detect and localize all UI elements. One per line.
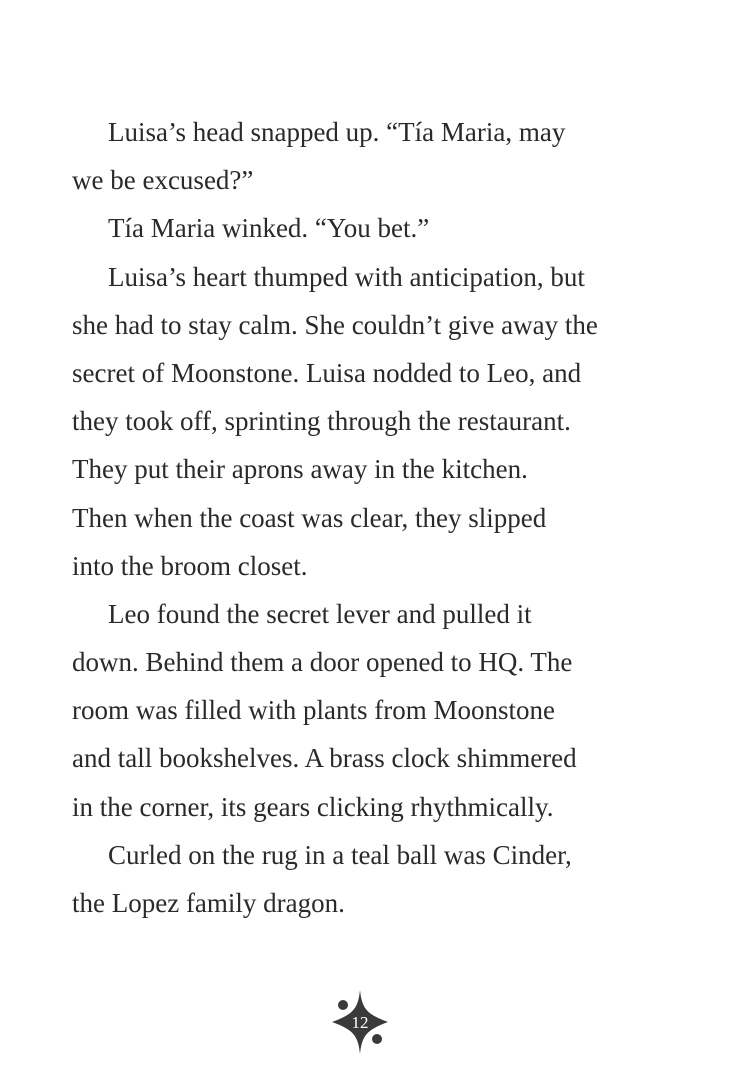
paragraph-line: into the broom closet. [72, 550, 308, 581]
paragraph-line: they took off, sprinting through the restaurant. [72, 406, 571, 437]
paragraph-line: and tall bookshelves. A brass clock shimmered [72, 743, 577, 774]
paragraph-line: Curled on the rug in a teal ball was Cinder, [108, 839, 572, 870]
paragraph-line: Leo found the secret lever and pulled it [108, 598, 532, 629]
paragraph-line: Luisa’s heart thumped with anticipation, but [108, 261, 585, 292]
paragraph-line: the Lopez family dragon. [72, 888, 345, 918]
paragraph-line: secret of Moonstone. Luisa nodded to Leo, and [72, 357, 582, 388]
paragraph-line: in the corner, its gears clicking rhythmically. [72, 791, 554, 822]
paragraph-line: They put their aprons away in the kitchen. [72, 454, 528, 485]
paragraph-line: she had to stay calm. She couldn’t give away the [72, 309, 598, 340]
paragraph-line: Tía Maria winked. “You bet.” [108, 213, 430, 244]
page-number: 12 [351, 1013, 369, 1032]
paragraph-line: we be excused?” [72, 165, 254, 196]
paragraph-line: Then when the coast was clear, they slipped [72, 502, 547, 533]
paragraph-line: Luisa’s head snapped up. “Tía Maria, may [108, 117, 566, 147]
paragraph-line: down. Behind them a door opened to HQ. The [72, 647, 573, 678]
paragraph-line: room was filled with plants from Moonstone [72, 695, 555, 726]
body-text [72, 108, 662, 927]
